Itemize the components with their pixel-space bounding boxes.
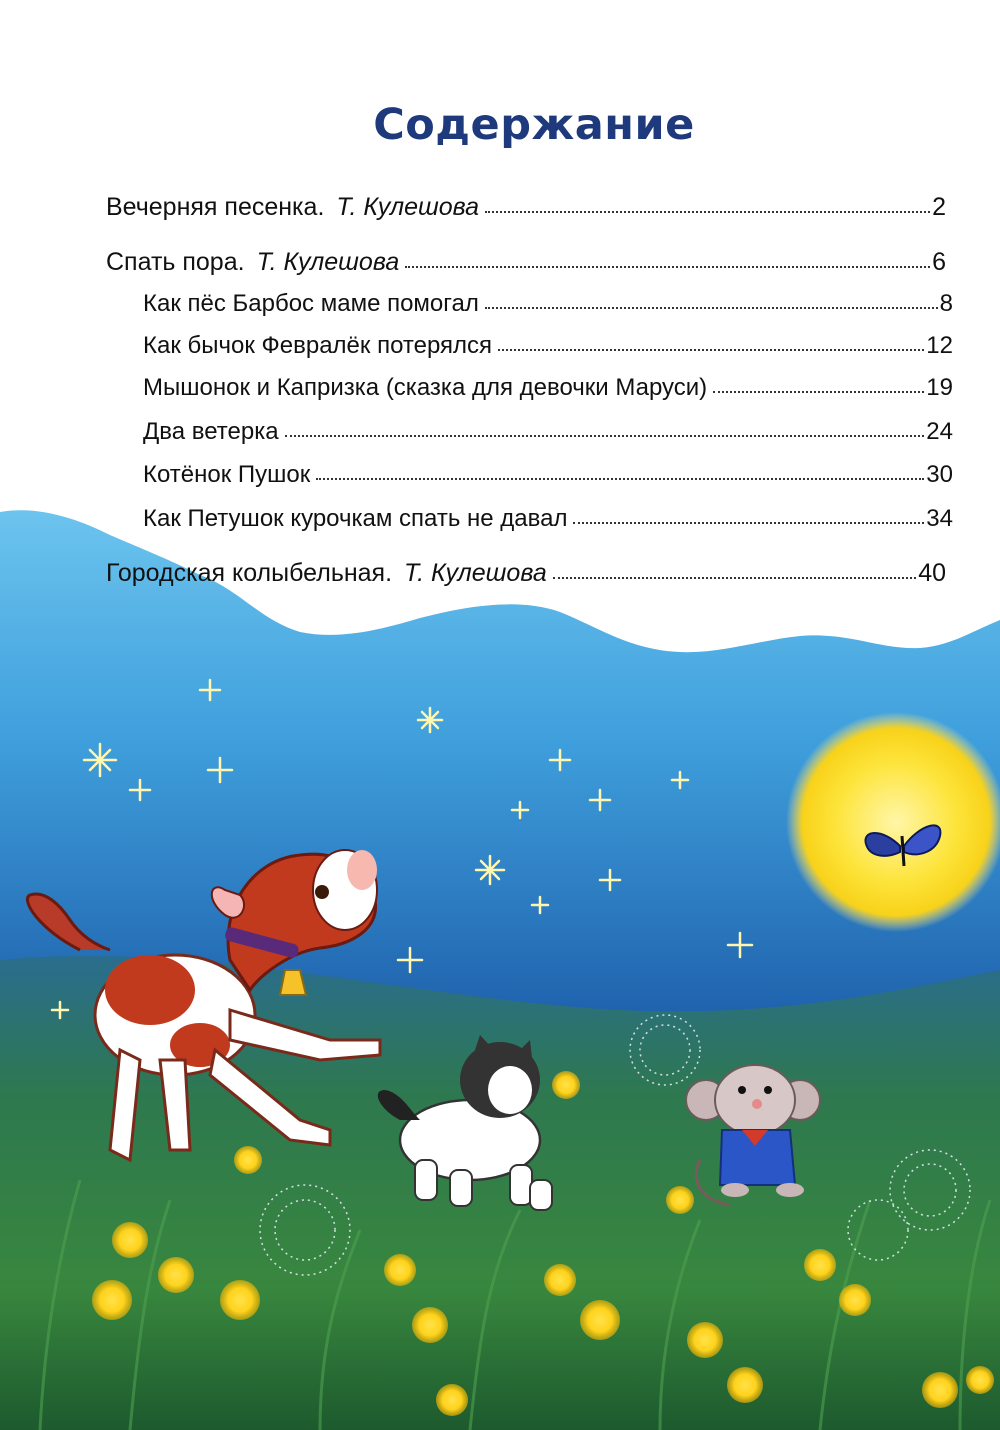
leader-dots [573,521,924,524]
leader-dots [285,434,925,437]
page-title: Содержание [373,100,695,150]
toc-subentry [143,461,953,489]
toc-entry-page: 8 [939,290,953,317]
toc-subentry [143,418,953,446]
toc-entry-title: Спать пора. [106,248,245,276]
toc-entry-author: Т. Кулешова [404,559,547,587]
toc-subentry [143,505,953,533]
toc-entry-page: 19 [926,374,953,401]
toc-entry-title: Вечерняя песенка. [106,193,325,221]
leader-dots [498,348,924,351]
leader-dots [485,210,930,213]
table-of-contents [0,0,1000,620]
toc-entry-title: Котёнок Пушок [143,461,311,488]
toc-entry [106,248,946,277]
sun [786,712,1000,932]
toc-entry-page: 30 [926,461,953,488]
toc-entry-page: 40 [918,559,946,587]
toc-subentry [143,374,953,402]
toc-entry-title: Как пёс Барбос маме помогал [143,290,479,317]
toc-entry-page: 6 [932,248,946,276]
toc-subentry [143,290,953,318]
toc-entry [106,193,946,222]
leader-dots [316,477,924,480]
toc-entry-author: Т. Кулешова [256,248,400,276]
toc-entry-title: Городская колыбельная. [106,559,393,587]
toc-entry-title: Как бычок Февралёк потерялся [143,332,493,359]
leader-dots [553,576,916,579]
toc-entry-title: Как Петушок курочкам спать не давал [143,505,568,532]
leader-dots [713,390,924,393]
toc-entry-page: 12 [926,332,953,359]
toc-entry-title: Мышонок и Капризка (сказка для девочки Маруси) [143,374,708,401]
toc-entry-title: Два ветерка [143,418,279,445]
leader-dots [485,306,938,309]
leader-dots [405,265,930,268]
toc-entry-page: 2 [932,193,946,221]
toc-subentry [143,332,953,360]
toc-entry-page: 34 [926,505,953,532]
toc-entry-page: 24 [926,418,953,445]
toc-entry [106,559,946,588]
toc-entry-author: Т. Кулешова [336,193,480,221]
